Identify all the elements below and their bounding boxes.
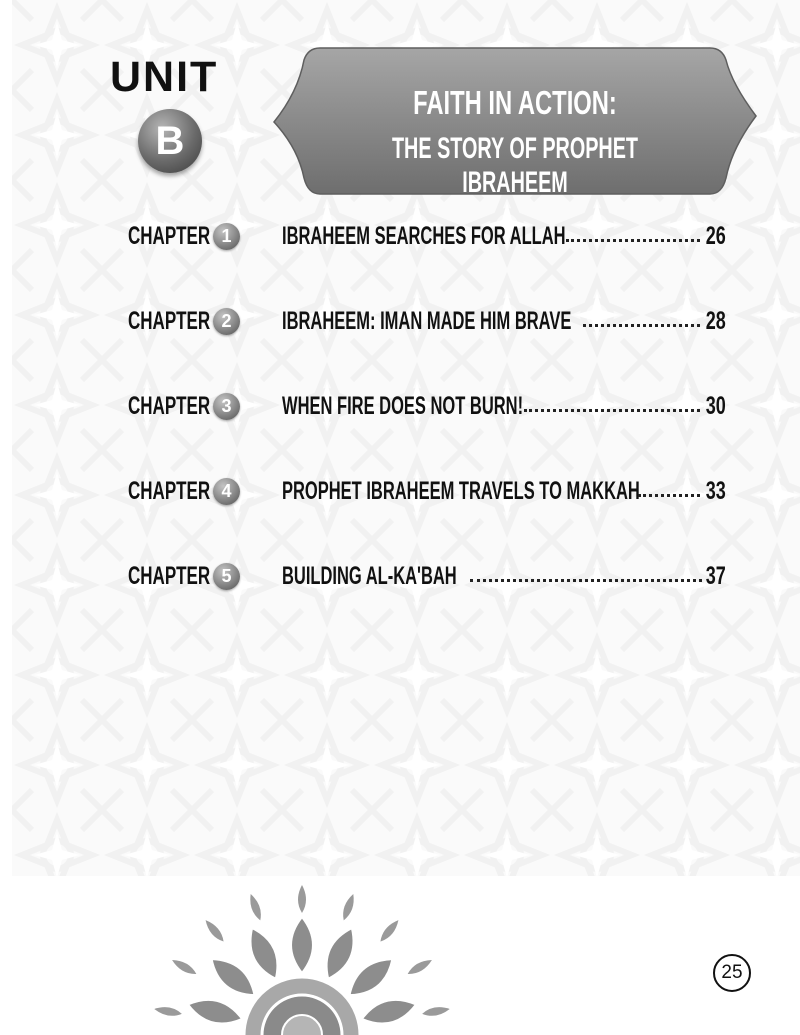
toc-row-chapter-1[interactable]	[0, 216, 800, 256]
dot-leader	[524, 409, 700, 412]
chapter-page-number[interactable]: 37	[705, 562, 726, 590]
chapter-title[interactable]: IBRAHEEM: IMAN MADE HIM BRAVE	[282, 307, 572, 335]
unit-letter-badge: B	[138, 109, 202, 173]
chapter-title[interactable]: WHEN FIRE DOES NOT BURN!	[282, 392, 524, 420]
toc-row-chapter-2[interactable]	[0, 301, 800, 341]
unit-label: UNIT	[110, 53, 219, 101]
chapter-number-badge: 5	[213, 563, 240, 590]
chapter-title[interactable]: BUILDING AL-KA'BAH	[282, 562, 457, 590]
chapter-label: CHAPTER	[128, 392, 211, 420]
page-number-circle: 25	[713, 954, 751, 992]
chapter-label: CHAPTER	[128, 222, 211, 250]
dot-leader	[470, 579, 702, 582]
dot-leader	[638, 494, 700, 497]
dot-leader	[583, 324, 700, 327]
banner-title-line2: THE STORY OF PROPHET IBRAHEEM	[391, 132, 639, 199]
chapter-page-number[interactable]: 30	[705, 392, 726, 420]
unit-title-banner	[270, 44, 760, 200]
chapter-label: CHAPTER	[128, 477, 211, 505]
toc-row-chapter-3[interactable]	[0, 386, 800, 426]
chapter-label: CHAPTER	[128, 562, 211, 590]
dot-leader	[566, 239, 700, 242]
chapter-label: CHAPTER	[128, 307, 211, 335]
toc-row-chapter-5[interactable]	[0, 556, 800, 596]
chapter-page-number[interactable]: 28	[705, 307, 726, 335]
mandala-ornament	[115, 885, 490, 1035]
banner-title-line1: FAITH IN ACTION:	[413, 84, 617, 121]
chapter-page-number[interactable]: 33	[705, 477, 726, 505]
chapter-number-badge: 3	[213, 393, 240, 420]
chapter-page-number[interactable]: 26	[705, 222, 726, 250]
chapter-number-badge: 2	[213, 308, 240, 335]
chapter-title[interactable]: IBRAHEEM SEARCHES FOR ALLAH	[282, 222, 566, 250]
chapter-number-badge: 1	[213, 223, 240, 250]
toc-row-chapter-4[interactable]	[0, 471, 800, 511]
chapter-number-badge: 4	[213, 478, 240, 505]
chapter-title[interactable]: PROPHET IBRAHEEM TRAVELS TO MAKKAH	[282, 477, 640, 505]
